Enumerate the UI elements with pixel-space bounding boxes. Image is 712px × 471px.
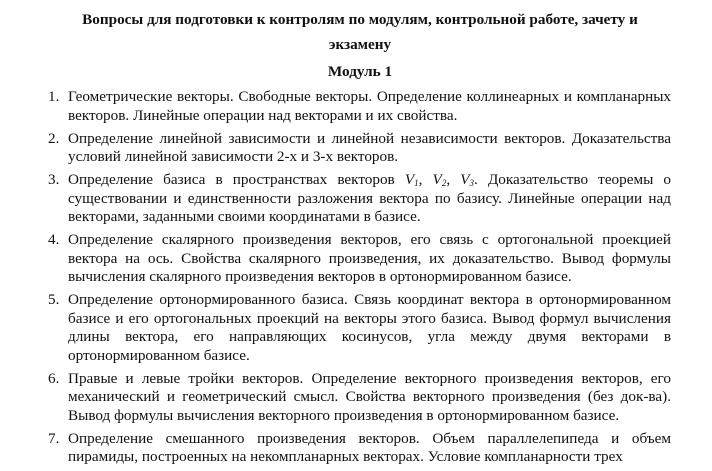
question-list: [0, 88, 712, 471]
question-text: Определение смешанного произведения векторов. Объем параллелепипеда и объем пирамиды, построенных на некомпланарных векторах. Условие компланарности трех: [68, 429, 671, 465]
question-text: Определение базиса в пространствах векторов $V_1$, $V_2$, $V_3$. Доказательство теоремы о существовании и единственности разложения вектора по базису. Линейные операции над векторами, заданными своими координатами в базисе.: [68, 171, 672, 225]
question-number: 2.: [48, 129, 60, 147]
space-v3: $V_3$: [460, 171, 475, 188]
question-number: 7.: [48, 429, 60, 447]
question-text: Определение ортонормированного базиса. Связь координат вектора в ортонормированном базисе и его ортогональных проекций на векторы этого базиса. Вывод формул вычисления длины вектора, его направляющих косинусов, угла между двумя векторами в ортонормированном базисе.: [68, 291, 671, 364]
question-text: Геометрические векторы. Свободные векторы. Определение коллинеарных и компланарных векторов. Линейные операции над векторами и их свойства.: [68, 88, 671, 124]
question-item-6: [0, 370, 712, 426]
document-title-line-2: экзамену: [328, 36, 392, 53]
question-text-after: . Доказательство теоремы о существовании и единственности разложения вектора по базису. Линейные операции над векторами, заданными своими координатами в базисе.: [68, 171, 672, 225]
question-item-2: [0, 130, 712, 167]
question-item-3: [0, 171, 712, 227]
space-v1: $V_1$: [404, 171, 419, 188]
space-v2: $V_2$: [432, 171, 447, 188]
question-text: Определение линейной зависимости и линейной независимости векторов. Доказательства условий линейной зависимости 2-х и 3-х векторов.: [68, 129, 671, 165]
question-number: 3.: [48, 171, 60, 188]
question-number: 6.: [48, 369, 60, 387]
question-item-4: [0, 231, 712, 287]
question-number: 1.: [48, 88, 60, 105]
question-number: 4.: [48, 231, 60, 248]
question-item-5: [0, 291, 712, 365]
question-text: Определение скалярного произведения векторов, его связь с ортогональной проекцией вектора на ось. Свойства скалярного произведения, их доказательство. Вывод формулы вычисления скалярного произведения векторов в ортонормированном базисе.: [68, 231, 671, 285]
question-number: 5.: [48, 291, 60, 308]
module-title: Модуль 1: [327, 63, 393, 80]
document-title-line-1: Вопросы для подготовки к контролям по модулям, контрольной работе, зачету и: [82, 11, 638, 28]
question-item-7: [0, 430, 712, 467]
question-text-before: Определение базиса в пространствах векторов: [68, 171, 395, 188]
question-text: Правые и левые тройки векторов. Определение векторного произведения векторов, его механический и геометрический смысл. Свойства векторного произведения (без док-ва). Вывод формулы вычисления векторного произведения в ортонормированном базисе.: [68, 369, 671, 424]
question-item-1: [0, 88, 712, 125]
